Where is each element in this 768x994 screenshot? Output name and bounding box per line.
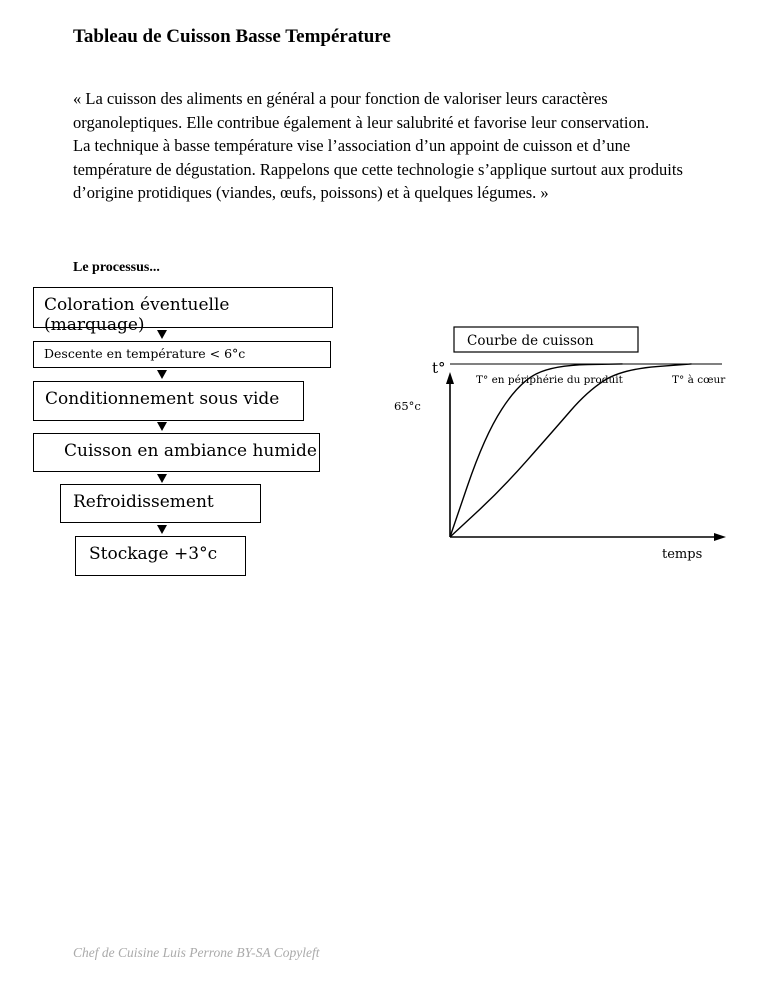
step-label: Descente en température < 6°c [44,346,246,361]
intro-paragraph-2: La technique à basse température vise l’association d’un appoint de cuisson et d’une température de dégustation. Rappelons que cette technologie s’applique surtout aux produits d’origine protidiques (viandes, œufs, poissons) et à quelques légumes. » [73,136,683,202]
down-arrow-icon [157,330,167,339]
down-arrow-icon [157,525,167,534]
cooking-curve-chart [380,318,730,578]
step-cuisson [33,433,320,472]
chart-title: Courbe de cuisson [467,333,594,349]
y-axis-arrow-icon [446,372,454,384]
step-conditionnement [33,381,304,421]
legend-peripherie: T° en périphérie du produit [476,374,623,386]
down-arrow-icon [157,370,167,379]
page-title: Tableau de Cuisson Basse Température [73,26,391,47]
step-label: Stockage +3°c [89,544,218,564]
step-label: Coloration éventuelle (marquage) [44,295,230,335]
step-label: Refroidissement [73,492,214,512]
process-label: Le processus... [73,260,160,275]
legend-coeur: T° à cœur [672,374,726,386]
curve-coeur [450,364,692,537]
step-label: Conditionnement sous vide [45,389,280,409]
intro-text [73,87,713,205]
chart-svg [380,318,730,578]
footer-copyright: Chef de Cuisine Luis Perrone BY-SA Copyleft [73,945,320,960]
x-axis-label: temps [662,547,703,562]
intro-paragraph-1: « La cuisson des aliments en général a pour fonction de valoriser leurs caractères organoleptiques. Elle contribue également à leur salubrité et favorise leur conservation. [73,89,650,132]
step-coloration [33,287,333,335]
step-label: Cuisson en ambiance humide [64,441,317,461]
reference-temperature-label: 65°c [394,399,421,413]
down-arrow-icon [157,422,167,431]
step-descente-temperature [33,341,331,368]
x-axis-arrow-icon [714,533,726,541]
down-arrow-icon [157,474,167,483]
y-axis-label: t° [432,359,446,377]
step-stockage [75,536,246,576]
step-refroidissement [60,484,261,523]
